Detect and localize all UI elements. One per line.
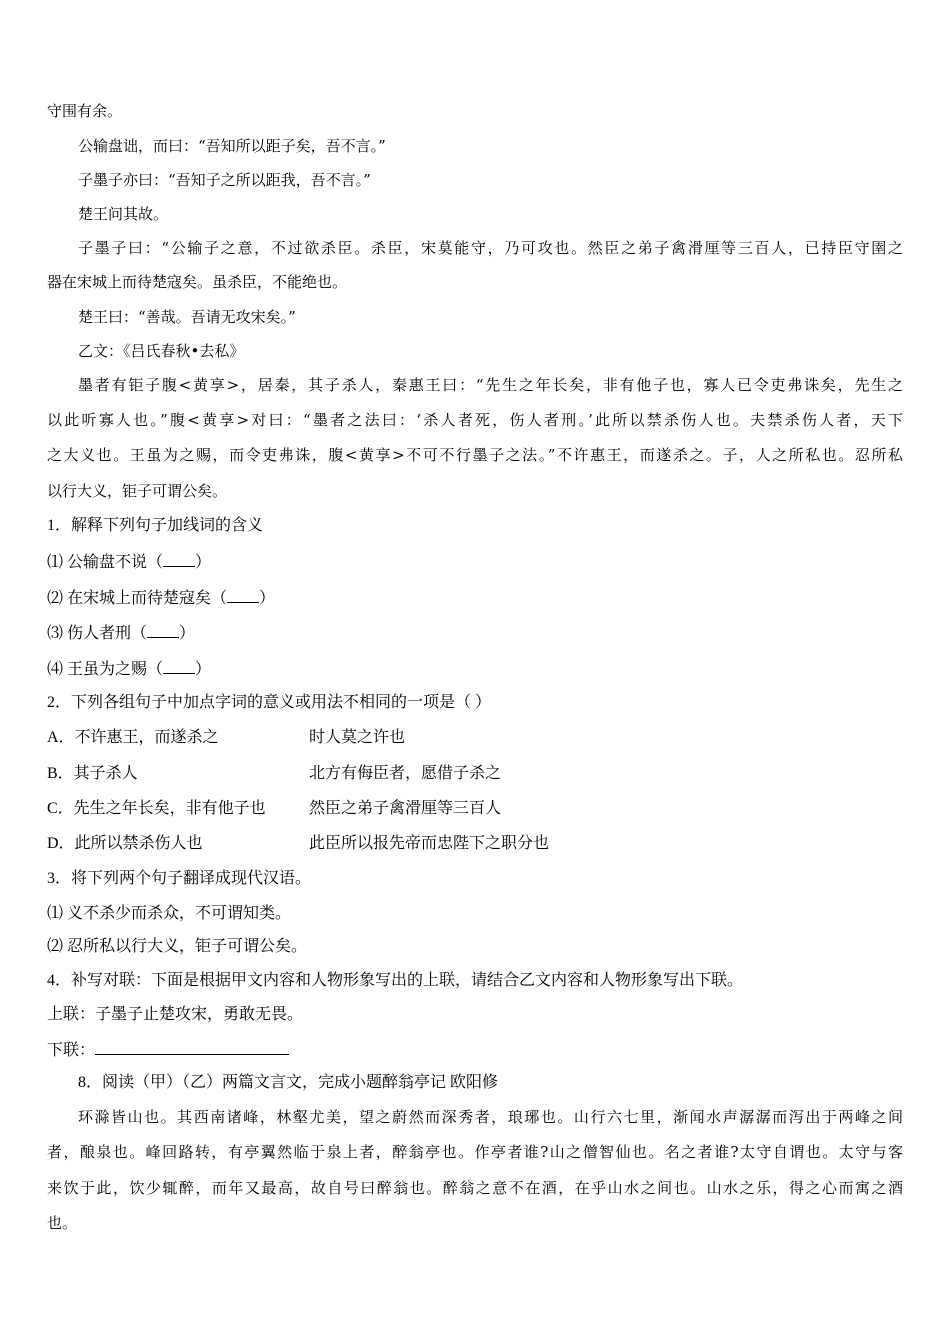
passage-line: 器在宋城上而待楚寇矣。虽杀臣，不能绝也。 xyxy=(47,273,348,291)
option-right: 北方有侮臣者，愿借子杀之 xyxy=(309,765,502,782)
item-close: ） xyxy=(195,661,212,678)
item-text: 在宋城上而待楚寇矣（ xyxy=(67,590,228,607)
item-text: 王虽为之赐（ xyxy=(67,661,164,678)
item-close: ） xyxy=(179,625,196,642)
passage-line: 以此听寡人也。”腹<黄享>对曰：“墨者之法曰：‘杀人者死，伤人者刑。’此所以禁杀伤人也。夫禁杀伤人者，天下 xyxy=(47,411,903,429)
passage-line: 环滁皆山也。其西南诸峰，林壑尤美，望之蔚然而深秀者，琅琊也。山行六七里，渐闻水声潺潺而泻出于两峰之间 xyxy=(78,1108,903,1126)
question-1-item xyxy=(47,551,211,573)
question-3-item: ⑴ 义不杀少而杀众，不可谓知类。 xyxy=(47,905,292,922)
passage-line: 者，酿泉也。峰回路转，有亭翼然临于泉上者，醉翁亭也。作亭者谁?山之僧智仙也。名之者谁?太守自谓也。太守与客 xyxy=(47,1143,903,1161)
question-3-item: ⑵ 忍所私以行大义，钜子可谓公矣。 xyxy=(47,938,308,955)
question-2-title: 2．下列各组句子中加点字词的意义或用法不相同的一项是（ ） xyxy=(47,694,492,711)
question-1-item xyxy=(47,658,211,680)
couplet-lower-label: 下联： xyxy=(47,1042,96,1059)
passage-line: 墨者有钜子腹<黄享>，居秦，其子杀人，秦惠王曰：“先生之年长矣，非有他子也，寡人已令吏弗诛矣，先生之 xyxy=(78,376,903,394)
passage-line: 子墨子亦曰：“吾知子之所以距我，吾不言。” xyxy=(78,171,371,189)
option-left: D．此所以禁杀伤人也 xyxy=(47,835,203,852)
passage-line: 楚王问其故。 xyxy=(78,205,169,223)
option-d[interactable] xyxy=(47,834,607,854)
question-4-title: 4．补写对联：下面是根据甲文内容和人物形象写出的上联，请结合乙文内容和人物形象写出下联。 xyxy=(47,972,744,989)
option-right: 此臣所以报先帝而忠陛下之职分也 xyxy=(309,835,550,852)
passage-line: 公输盘诎，而曰：“吾知所以距子矣，吾不言。” xyxy=(78,137,386,155)
couplet-answer-blank[interactable] xyxy=(95,1039,289,1055)
item-text: 公输盘不说（ xyxy=(67,554,164,571)
item-number: ⑵ xyxy=(47,590,64,607)
item-number: ⑶ xyxy=(47,625,64,642)
option-left: B．其子杀人 xyxy=(47,765,138,782)
passage-line: 子墨子曰：“公输子之意，不过欲杀臣。杀臣，宋莫能守，乃可攻也。然臣之弟子禽滑厘等三百人，已持臣守圉之 xyxy=(78,239,903,257)
couplet-upper: 上联：子墨子止楚攻宋，勇敢无畏。 xyxy=(47,1006,304,1023)
question-3-title: 3．将下列两个句子翻译成现代汉语。 xyxy=(47,870,312,887)
answer-blank[interactable] xyxy=(147,622,179,638)
passage-line: 以行大义，钜子可谓公矣。 xyxy=(47,482,228,500)
item-close: ） xyxy=(195,554,212,571)
question-1-item xyxy=(47,587,275,609)
passage-line: 也。 xyxy=(47,1214,78,1232)
passage-line: 守围有余。 xyxy=(47,102,123,120)
item-number: ⑴ xyxy=(47,554,64,571)
answer-blank[interactable] xyxy=(163,551,195,567)
question-8-title: 8．阅读（甲）（乙）两篇文言文，完成小题醉翁亭记 欧阳修 xyxy=(78,1074,499,1091)
passage-b-title: 乙文：《吕氏春秋•去私》 xyxy=(78,342,245,360)
question-1-title: 1．解释下列句子加线词的含义 xyxy=(47,517,264,534)
item-number: ⑷ xyxy=(47,661,64,678)
item-text: 伤人者刑（ xyxy=(67,625,148,642)
option-left: A．不许惠王，而遂杀之 xyxy=(47,729,219,746)
answer-blank[interactable] xyxy=(163,658,195,674)
option-right: 然臣之弟子禽滑厘等三百人 xyxy=(309,800,502,817)
answer-blank[interactable] xyxy=(227,587,259,603)
option-c[interactable] xyxy=(47,799,607,819)
option-b[interactable] xyxy=(47,764,607,784)
passage-line: 之大义也。王虽为之赐，而令吏弗诛，腹<黄享>不可不行墨子之法。”不许惠王，而遂杀之。子，人之所私也。忍所私 xyxy=(47,446,903,464)
option-left: C．先生之年长矣，非有他子也 xyxy=(47,800,266,817)
item-close: ） xyxy=(259,590,276,607)
option-a[interactable] xyxy=(47,728,607,748)
option-right: 时人莫之许也 xyxy=(309,729,406,746)
passage-line: 来饮于此，饮少辄醉，而年又最高，故自号曰醉翁也。醉翁之意不在酒，在乎山水之间也。山水之乐，得之心而寓之酒 xyxy=(47,1179,903,1197)
couplet-lower xyxy=(47,1039,289,1061)
passage-line: 楚王曰：“善哉。吾请无攻宋矣。” xyxy=(78,308,296,326)
question-1-item xyxy=(47,622,195,644)
